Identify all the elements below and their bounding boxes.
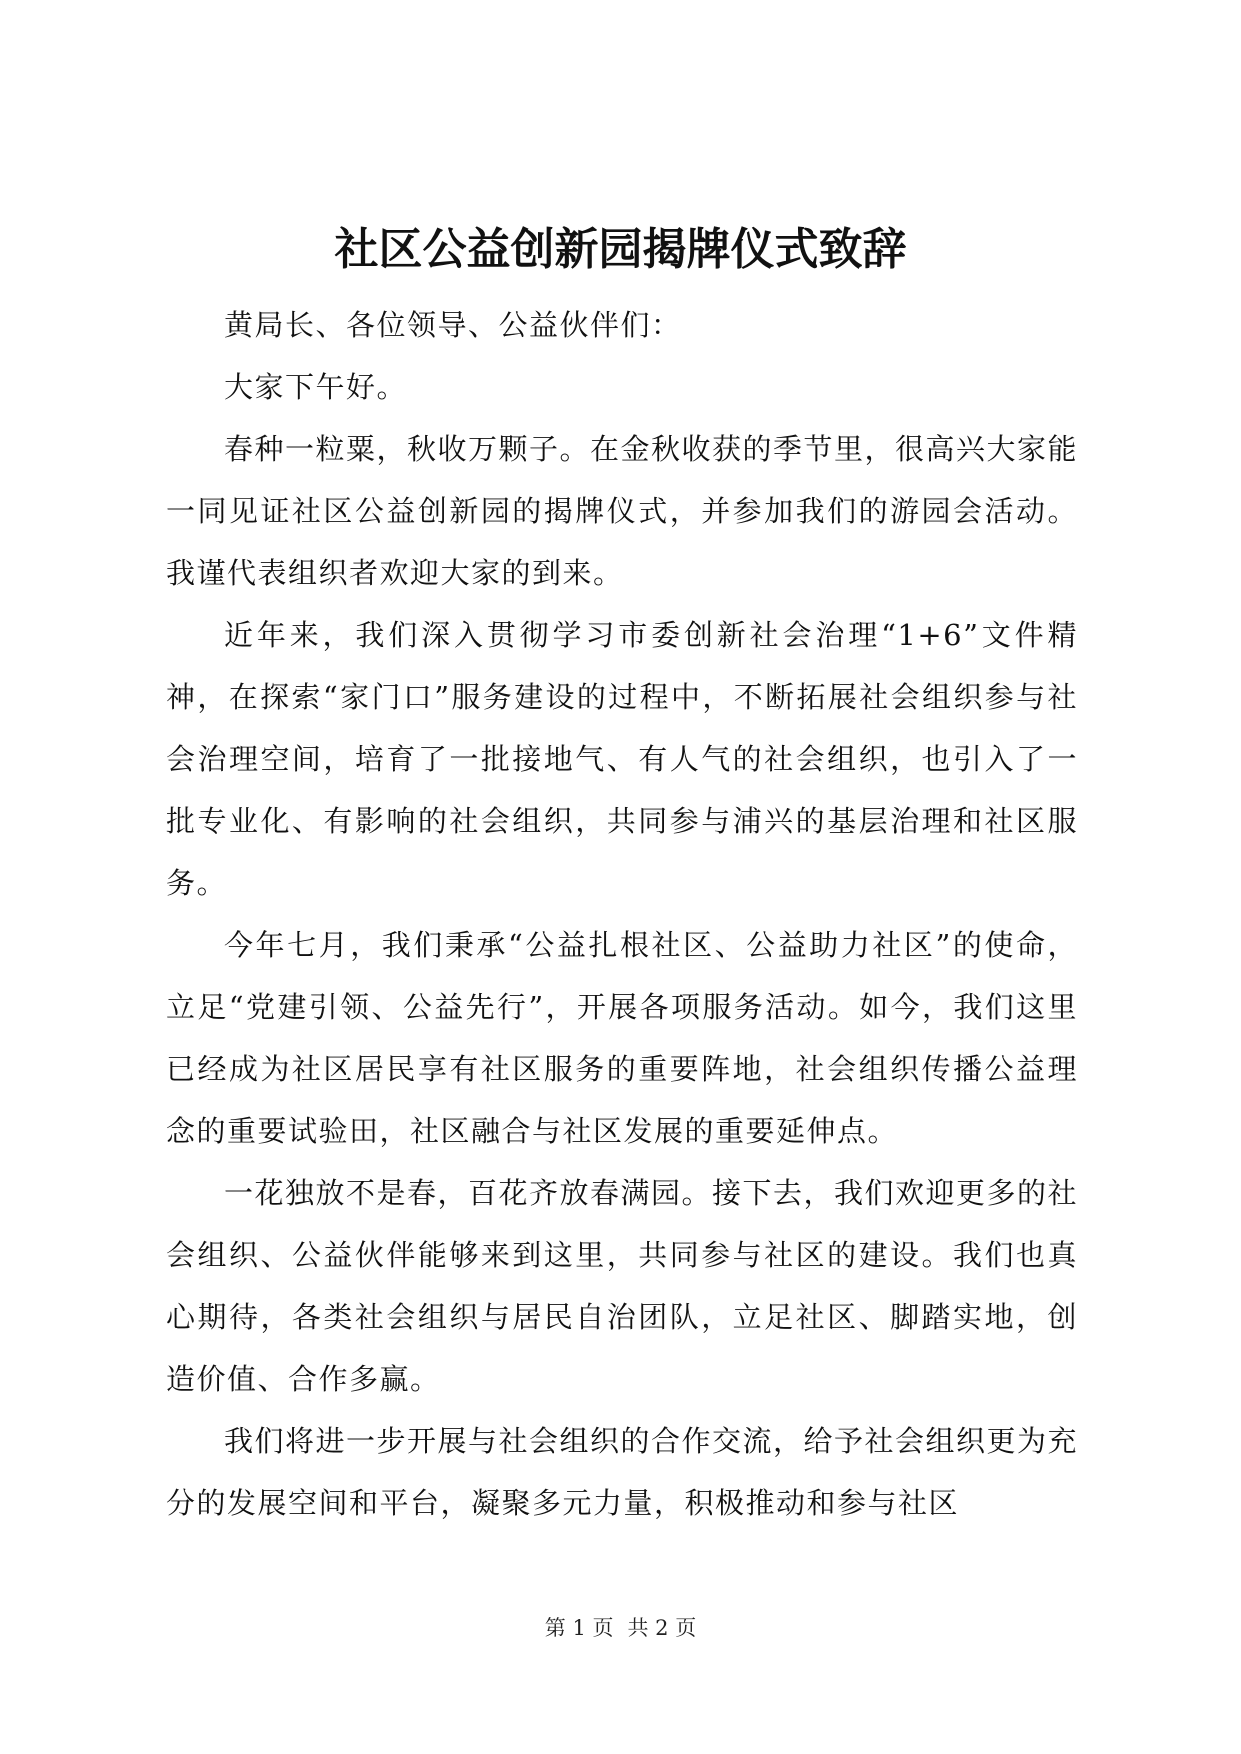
body-paragraph: 春种一粒粟，秋收万颗子。在金秋收获的季节里，很高兴大家能一同见证社区公益创新园的揭牌仪式，并参加我们的游园会活动。我谨代表组织者欢迎大家的到来。 bbox=[166, 432, 1079, 590]
salutation-paragraph: 黄局长、各位领导、公益伙伴们： bbox=[224, 308, 682, 342]
body-paragraph: 今年七月，我们秉承“公益扎根社区、公益助力社区”的使命，立足“党建引领、公益先行”，开展各项服务活动。如今，我们这里已经成为社区居民享有社区服务的重要阵地，社会组织传播公益理念的重要试验田，社区融合与社区发展的重要延伸点。 bbox=[166, 928, 1078, 1148]
page-footer bbox=[0, 1614, 1241, 1642]
body-paragraph: 我们将进一步开展与社会组织的合作交流，给予社会组织更为充分的发展空间和平台，凝聚多元力量，积极推动和参与社区 bbox=[166, 1424, 1079, 1520]
document-title: 社区公益创新园揭牌仪式致辞 bbox=[334, 224, 907, 275]
greeting-paragraph: 大家下午好。 bbox=[224, 370, 408, 404]
body-paragraph: 近年来，我们深入贯彻学习市委创新社会治理“1+6”文件精神，在探索“家门口”服务建设的过程中，不断拓展社会组织参与社会治理空间，培育了一批接地气、有人气的社会组织，也引入了一批专业化、有影响的社会组织，共同参与浦兴的基层治理和社区服务。 bbox=[166, 618, 1078, 900]
body-paragraph: 一花独放不是春，百花齐放春满园。接下去，我们欢迎更多的社会组织、公益伙伴能够来到这里，共同参与社区的建设。我们也真心期待，各类社会组织与居民自治团队，立足社区、脚踏实地，创造价值、合作多赢。 bbox=[166, 1176, 1079, 1396]
page-total: 共 2 页 bbox=[627, 1616, 697, 1640]
document-body bbox=[166, 294, 1078, 1534]
page-number: 第 1 页 bbox=[544, 1616, 614, 1640]
